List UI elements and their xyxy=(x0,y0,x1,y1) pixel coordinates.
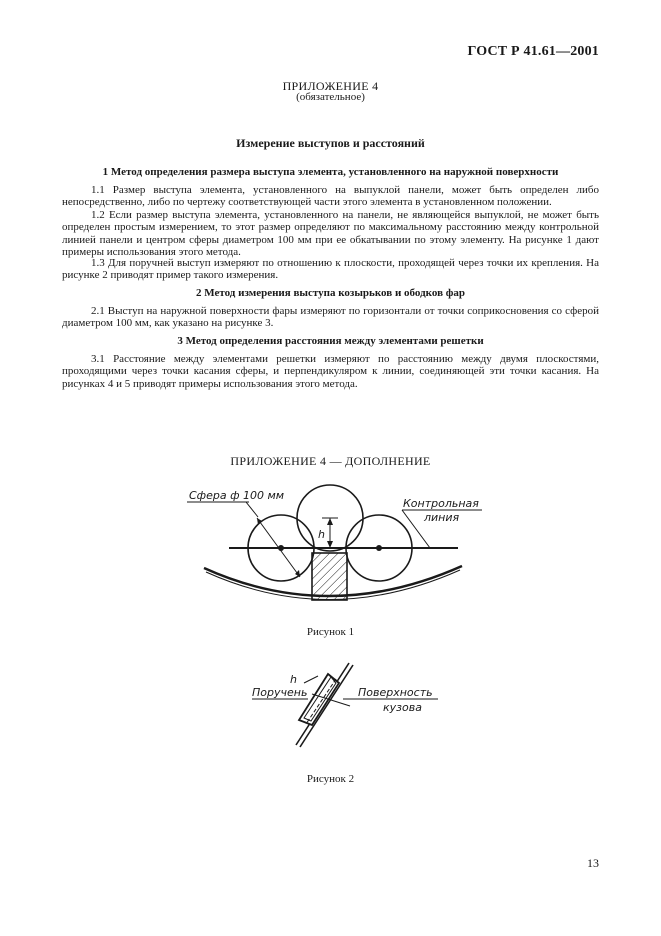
control-line-label-1: Контрольная xyxy=(403,497,479,510)
rail-label: Поручень xyxy=(252,686,308,699)
figure-2-diagram xyxy=(0,660,661,755)
paragraph-1-3: 1.3 Для поручней выступ измеряют по отношению к плоскости, проходящей через точки их крепления. На рисунке 2 приводят пример такого измерения. xyxy=(62,257,599,282)
control-line-label-2: линия xyxy=(424,511,460,524)
h-dimension-line-fig2 xyxy=(304,676,318,683)
section-3-heading: 3 Метод определения расстояния между элементами решетки xyxy=(177,335,484,347)
standard-code: ГОСТ Р 41.61—2001 xyxy=(467,44,599,59)
main-title: Измерение выступов и расстояний xyxy=(236,136,425,150)
paragraph-3-1: 3.1 Расстояние между элементами решетки измеряют по расстоянию между двумя плоскостями, проходящими через точки касания сферы, и перпендикуляром к линии, соединяющей эти точки касания. На рисунках 4 и 5 приводят примеры использования этого метода. xyxy=(62,353,599,390)
h-label-fig2: h xyxy=(290,673,297,686)
paragraph-2-1: 2.1 Выступ на наружной поверхности фары измеряют по горизонтали от точки соприкосновения со сферой диаметром 100 мм, как указано на рисунке 3. xyxy=(62,305,599,330)
sphere-label: Сфера ф 100 мм xyxy=(189,489,285,502)
sphere-leader xyxy=(246,502,258,517)
figure-2-caption: Рисунок 2 xyxy=(306,773,355,785)
paragraph-1-1: 1.1 Размер выступа элемента, установленного на выпуклой панели, может быть определен либо непосредственно, либо по чертежу соответствующей части этого элемента в установленном положении. xyxy=(62,184,599,209)
supplement-title: ПРИЛОЖЕНИЕ 4 — ДОПОЛНЕНИЕ xyxy=(230,454,431,468)
appendix-subtitle: (обязательное) xyxy=(296,91,365,103)
surface-label-2: кузова xyxy=(383,701,422,714)
hatched-element xyxy=(312,553,347,600)
section-2-heading: 2 Метод измерения выступа козырьков и ободков фар xyxy=(195,287,465,299)
surface-label-1: Поверхность xyxy=(358,686,433,699)
page-number: 13 xyxy=(587,856,599,870)
appendix-title: ПРИЛОЖЕНИЕ 4 xyxy=(282,79,379,93)
paragraph-1-2: 1.2 Если размер выступа элемента, установленного на панели, не являющейся выпуклой, не может быть определен простым измерением, то этот размер определяют по максимальному расстоянию между контрольной линией панели и центром сферы диаметром 100 мм при ее обкатывании по этому элементу. На рисунке 1 дают примеры использования этого метода. xyxy=(62,209,599,259)
h-label-fig1: h xyxy=(318,528,325,541)
figure-1-diagram xyxy=(0,470,661,620)
figure-1-caption: Рисунок 1 xyxy=(306,626,355,638)
section-1-heading: 1 Метод определения размера выступа элемента, установленного на наружной поверхности xyxy=(102,166,559,178)
